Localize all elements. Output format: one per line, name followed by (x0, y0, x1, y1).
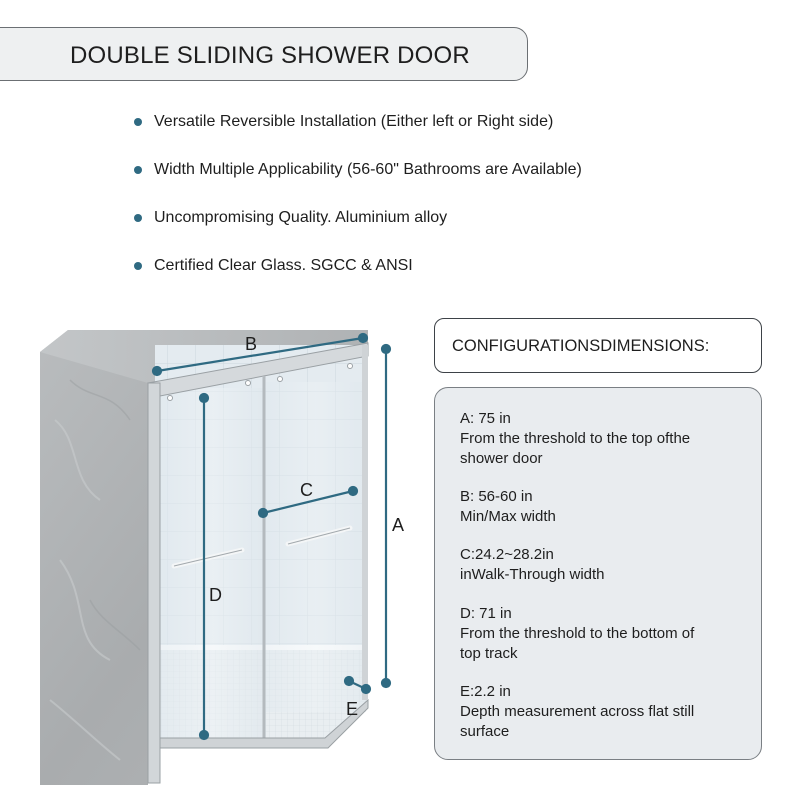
dimension-b-desc: Min/Max width (460, 508, 556, 525)
feature-text: Certified Clear Glass. SGCC & ANSI (154, 257, 413, 274)
label-e: E (346, 699, 359, 719)
feature-text: Versatile Reversible Installation (Either left or Right side) (154, 113, 554, 130)
dimension-e-desc: surface (460, 723, 510, 740)
right-glass-panel (266, 382, 366, 712)
dimension-c (460, 545, 750, 585)
page-title: DOUBLE SLIDING SHOWER DOOR (70, 42, 470, 69)
dimension-a (460, 409, 750, 469)
dimension-e-value: E:2.2 in (460, 683, 511, 700)
dimension-c-desc: inWalk-Through width (460, 566, 605, 583)
dimension-d (460, 604, 750, 664)
dimension-a-desc: From the threshold to the top ofthe (460, 430, 691, 447)
label-c: C (300, 480, 313, 500)
dimension-e-desc: Depth measurement across flat still (460, 703, 695, 720)
dimension-b (460, 487, 750, 527)
dimension-d-desc: top track (460, 645, 518, 662)
dimension-e (460, 682, 750, 742)
feature-text: Width Multiple Applicability (56-60" Bathrooms are Available) (154, 161, 582, 178)
label-b: B (245, 334, 258, 354)
right-frame (362, 345, 368, 700)
feature-text: Uncompromising Quality. Aluminium alloy (154, 209, 448, 226)
dimension-d-value: D: 71 in (460, 605, 512, 622)
label-a: A (392, 515, 405, 535)
label-d: D (209, 585, 222, 605)
dimension-b-value: B: 56-60 in (460, 488, 533, 505)
dimensions-header (434, 318, 762, 373)
dimension-c-value: C:24.2~28.2in (460, 546, 554, 563)
dimension-d-desc: From the threshold to the bottom of (460, 625, 695, 642)
wall-jamb (148, 383, 160, 783)
dimension-a-value: A: 75 in (460, 410, 511, 427)
dimensions-header-text: CONFIGURATIONSDIMENSIONS: (452, 337, 710, 355)
dimensions-panel (434, 387, 762, 760)
dimension-a-desc: shower door (460, 450, 543, 467)
